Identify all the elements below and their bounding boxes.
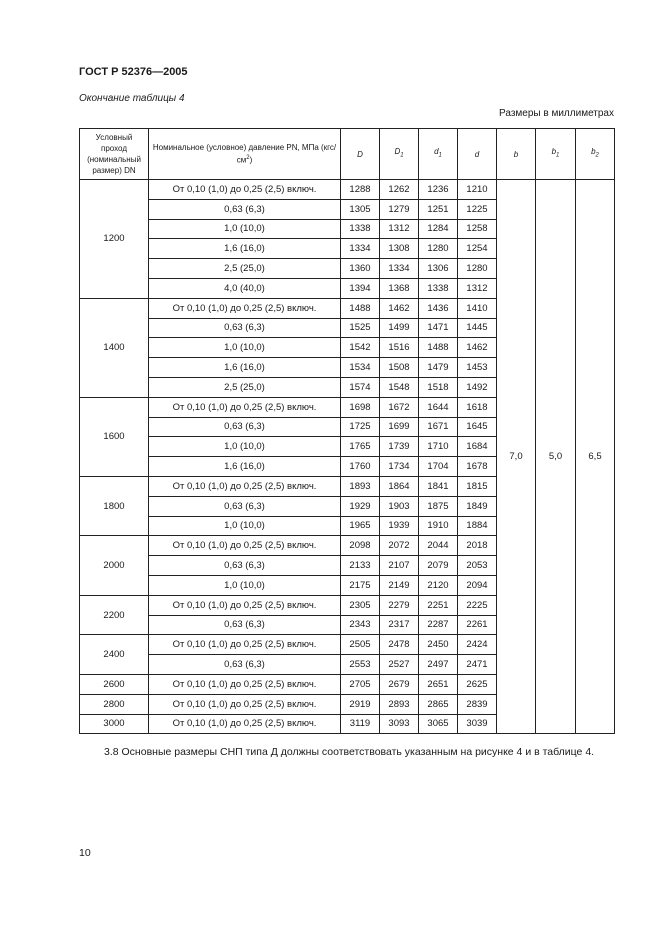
- dn-cell: 1800: [80, 476, 149, 535]
- D1-cell: 1462: [380, 298, 419, 318]
- D1-cell: 2072: [380, 536, 419, 556]
- col-header-D: D: [341, 129, 380, 180]
- d-cell: 2839: [458, 694, 497, 714]
- pn-cell: 2,5 (25,0): [149, 259, 341, 279]
- pn-cell: От 0,10 (1,0) до 0,25 (2,5) включ.: [149, 635, 341, 655]
- D-cell: 2553: [341, 655, 380, 675]
- D-cell: 1893: [341, 476, 380, 496]
- dimensions-table: [79, 128, 615, 734]
- d-cell: 2424: [458, 635, 497, 655]
- d1-cell: 1671: [419, 417, 458, 437]
- col-header-b: b: [497, 129, 536, 180]
- d1-cell: 1841: [419, 476, 458, 496]
- b1-cell: 5,0: [536, 180, 576, 734]
- D1-cell: 2107: [380, 556, 419, 576]
- pn-cell: 1,0 (10,0): [149, 516, 341, 536]
- D1-cell: 2279: [380, 595, 419, 615]
- d-cell: 1453: [458, 358, 497, 378]
- d1-cell: 2287: [419, 615, 458, 635]
- d-cell: 1815: [458, 476, 497, 496]
- pn-cell: 0,63 (6,3): [149, 556, 341, 576]
- d1-cell: 2044: [419, 536, 458, 556]
- D-cell: 2133: [341, 556, 380, 576]
- D1-cell: 1308: [380, 239, 419, 259]
- pn-cell: 0,63 (6,3): [149, 199, 341, 219]
- d1-cell: 3065: [419, 714, 458, 734]
- pn-cell: 0,63 (6,3): [149, 417, 341, 437]
- col-header-b2: $b_2$: [576, 129, 615, 180]
- D1-cell: 2679: [380, 674, 419, 694]
- D-cell: 1525: [341, 318, 380, 338]
- D-cell: 1488: [341, 298, 380, 318]
- d-cell: 1210: [458, 180, 497, 200]
- d1-cell: 1236: [419, 180, 458, 200]
- d-cell: 1462: [458, 338, 497, 358]
- pn-cell: От 0,10 (1,0) до 0,25 (2,5) включ.: [149, 180, 341, 200]
- dn-cell: 2400: [80, 635, 149, 675]
- D1-cell: 1312: [380, 219, 419, 239]
- D1-cell: 1499: [380, 318, 419, 338]
- d-cell: 3039: [458, 714, 497, 734]
- pn-cell: От 0,10 (1,0) до 0,25 (2,5) включ.: [149, 536, 341, 556]
- dn-cell: 3000: [80, 714, 149, 734]
- d-cell: 2625: [458, 674, 497, 694]
- pn-cell: От 0,10 (1,0) до 0,25 (2,5) включ.: [149, 694, 341, 714]
- d-cell: 1645: [458, 417, 497, 437]
- D-cell: 1965: [341, 516, 380, 536]
- D1-cell: 1279: [380, 199, 419, 219]
- d-cell: 1618: [458, 397, 497, 417]
- d1-cell: 1710: [419, 437, 458, 457]
- D-cell: 1288: [341, 180, 380, 200]
- D1-cell: 1903: [380, 496, 419, 516]
- b-cell: 7,0: [497, 180, 536, 734]
- d1-cell: 1436: [419, 298, 458, 318]
- table-row: [80, 180, 615, 200]
- pn-cell: 0,63 (6,3): [149, 615, 341, 635]
- table-body: [80, 180, 615, 734]
- D1-cell: 1672: [380, 397, 419, 417]
- D1-cell: 1739: [380, 437, 419, 457]
- D-cell: 1534: [341, 358, 380, 378]
- pn-cell: 1,0 (10,0): [149, 437, 341, 457]
- col-header-D1: $D_1$: [380, 129, 419, 180]
- d-cell: 1884: [458, 516, 497, 536]
- D-cell: 1698: [341, 397, 380, 417]
- D1-cell: 1262: [380, 180, 419, 200]
- D1-cell: 2527: [380, 655, 419, 675]
- D-cell: 3119: [341, 714, 380, 734]
- D-cell: 1760: [341, 457, 380, 477]
- d1-cell: 1479: [419, 358, 458, 378]
- d-cell: 1492: [458, 377, 497, 397]
- dn-cell: 2200: [80, 595, 149, 635]
- pn-cell: 2,5 (25,0): [149, 377, 341, 397]
- d-cell: 1280: [458, 259, 497, 279]
- d-cell: 1258: [458, 219, 497, 239]
- d1-cell: 2651: [419, 674, 458, 694]
- pn-cell: 0,63 (6,3): [149, 318, 341, 338]
- D-cell: 1574: [341, 377, 380, 397]
- d-cell: 1312: [458, 278, 497, 298]
- D1-cell: 1939: [380, 516, 419, 536]
- col-header-d1: $d_1$: [419, 129, 458, 180]
- d1-cell: 2865: [419, 694, 458, 714]
- b2-cell: 6,5: [576, 180, 615, 734]
- d1-cell: 1306: [419, 259, 458, 279]
- D-cell: 2505: [341, 635, 380, 655]
- D-cell: 2919: [341, 694, 380, 714]
- pn-cell: 1,0 (10,0): [149, 219, 341, 239]
- pn-cell: 1,0 (10,0): [149, 338, 341, 358]
- D-cell: 1929: [341, 496, 380, 516]
- d1-cell: 1280: [419, 239, 458, 259]
- d1-cell: 1488: [419, 338, 458, 358]
- pn-cell: 1,6 (16,0): [149, 457, 341, 477]
- d1-cell: 2079: [419, 556, 458, 576]
- page-number: 10: [79, 847, 91, 859]
- pn-cell: 1,6 (16,0): [149, 358, 341, 378]
- D1-cell: 1734: [380, 457, 419, 477]
- D1-cell: 1516: [380, 338, 419, 358]
- D-cell: 1394: [341, 278, 380, 298]
- pn-cell: 1,6 (16,0): [149, 239, 341, 259]
- D-cell: 1360: [341, 259, 380, 279]
- D-cell: 1338: [341, 219, 380, 239]
- dn-cell: 2800: [80, 694, 149, 714]
- d1-cell: 1338: [419, 278, 458, 298]
- d-cell: 1410: [458, 298, 497, 318]
- d-cell: 2094: [458, 575, 497, 595]
- D1-cell: 1548: [380, 377, 419, 397]
- d1-cell: 1910: [419, 516, 458, 536]
- D1-cell: 2149: [380, 575, 419, 595]
- D1-cell: 2317: [380, 615, 419, 635]
- d-cell: 1254: [458, 239, 497, 259]
- dn-cell: 1400: [80, 298, 149, 397]
- col-header-d: d: [458, 129, 497, 180]
- pn-cell: 0,63 (6,3): [149, 496, 341, 516]
- dn-cell: 1600: [80, 397, 149, 476]
- d-cell: 1849: [458, 496, 497, 516]
- D-cell: 1542: [341, 338, 380, 358]
- dn-cell: 2000: [80, 536, 149, 595]
- d1-cell: 2120: [419, 575, 458, 595]
- D1-cell: 1368: [380, 278, 419, 298]
- pn-cell: От 0,10 (1,0) до 0,25 (2,5) включ.: [149, 397, 341, 417]
- table-continuation-caption: Окончание таблицы 4: [79, 93, 185, 104]
- d1-cell: 1284: [419, 219, 458, 239]
- d-cell: 2261: [458, 615, 497, 635]
- D-cell: 1725: [341, 417, 380, 437]
- dn-cell: 2600: [80, 674, 149, 694]
- d1-cell: 2450: [419, 635, 458, 655]
- col-header-dn: Условный проход (номинальный размер) DN: [80, 129, 149, 180]
- D-cell: 1305: [341, 199, 380, 219]
- table-header-row: [80, 129, 615, 180]
- d-cell: 2053: [458, 556, 497, 576]
- d1-cell: 1251: [419, 199, 458, 219]
- d-cell: 1445: [458, 318, 497, 338]
- d1-cell: 1704: [419, 457, 458, 477]
- D1-cell: 1334: [380, 259, 419, 279]
- d-cell: 1678: [458, 457, 497, 477]
- D1-cell: 2893: [380, 694, 419, 714]
- D-cell: 2343: [341, 615, 380, 635]
- D-cell: 2098: [341, 536, 380, 556]
- D1-cell: 3093: [380, 714, 419, 734]
- D1-cell: 1699: [380, 417, 419, 437]
- d-cell: 1684: [458, 437, 497, 457]
- d1-cell: 2251: [419, 595, 458, 615]
- units-note: Размеры в миллиметрах: [499, 108, 614, 119]
- d-cell: 2225: [458, 595, 497, 615]
- clause-3-8-text: 3.8 Основные размеры СНП типа Д должны соответствовать указанным на рисунке 4 и в таблице 4.: [104, 746, 595, 758]
- pn-cell: От 0,10 (1,0) до 0,25 (2,5) включ.: [149, 674, 341, 694]
- D-cell: 1765: [341, 437, 380, 457]
- pn-cell: 4,0 (40,0): [149, 278, 341, 298]
- D-cell: 2175: [341, 575, 380, 595]
- D-cell: 2305: [341, 595, 380, 615]
- col-header-b1: $b_1$: [536, 129, 576, 180]
- standard-designation: ГОСТ Р 52376—2005: [79, 66, 188, 78]
- pn-cell: 1,0 (10,0): [149, 575, 341, 595]
- pn-cell: От 0,10 (1,0) до 0,25 (2,5) включ.: [149, 595, 341, 615]
- D-cell: 1334: [341, 239, 380, 259]
- d1-cell: 1644: [419, 397, 458, 417]
- col-header-pn: Номинальное (условное) давление PN, МПа $(кгс/см^2)$: [149, 129, 341, 180]
- pn-cell: От 0,10 (1,0) до 0,25 (2,5) включ.: [149, 476, 341, 496]
- pn-cell: 0,63 (6,3): [149, 655, 341, 675]
- pn-cell: От 0,10 (1,0) до 0,25 (2,5) включ.: [149, 298, 341, 318]
- D-cell: 2705: [341, 674, 380, 694]
- dn-cell: 1200: [80, 180, 149, 299]
- d-cell: 2471: [458, 655, 497, 675]
- d1-cell: 1471: [419, 318, 458, 338]
- d1-cell: 1518: [419, 377, 458, 397]
- d-cell: 1225: [458, 199, 497, 219]
- d-cell: 2018: [458, 536, 497, 556]
- D1-cell: 2478: [380, 635, 419, 655]
- D1-cell: 1508: [380, 358, 419, 378]
- pn-cell: От 0,10 (1,0) до 0,25 (2,5) включ.: [149, 714, 341, 734]
- d1-cell: 2497: [419, 655, 458, 675]
- d1-cell: 1875: [419, 496, 458, 516]
- D1-cell: 1864: [380, 476, 419, 496]
